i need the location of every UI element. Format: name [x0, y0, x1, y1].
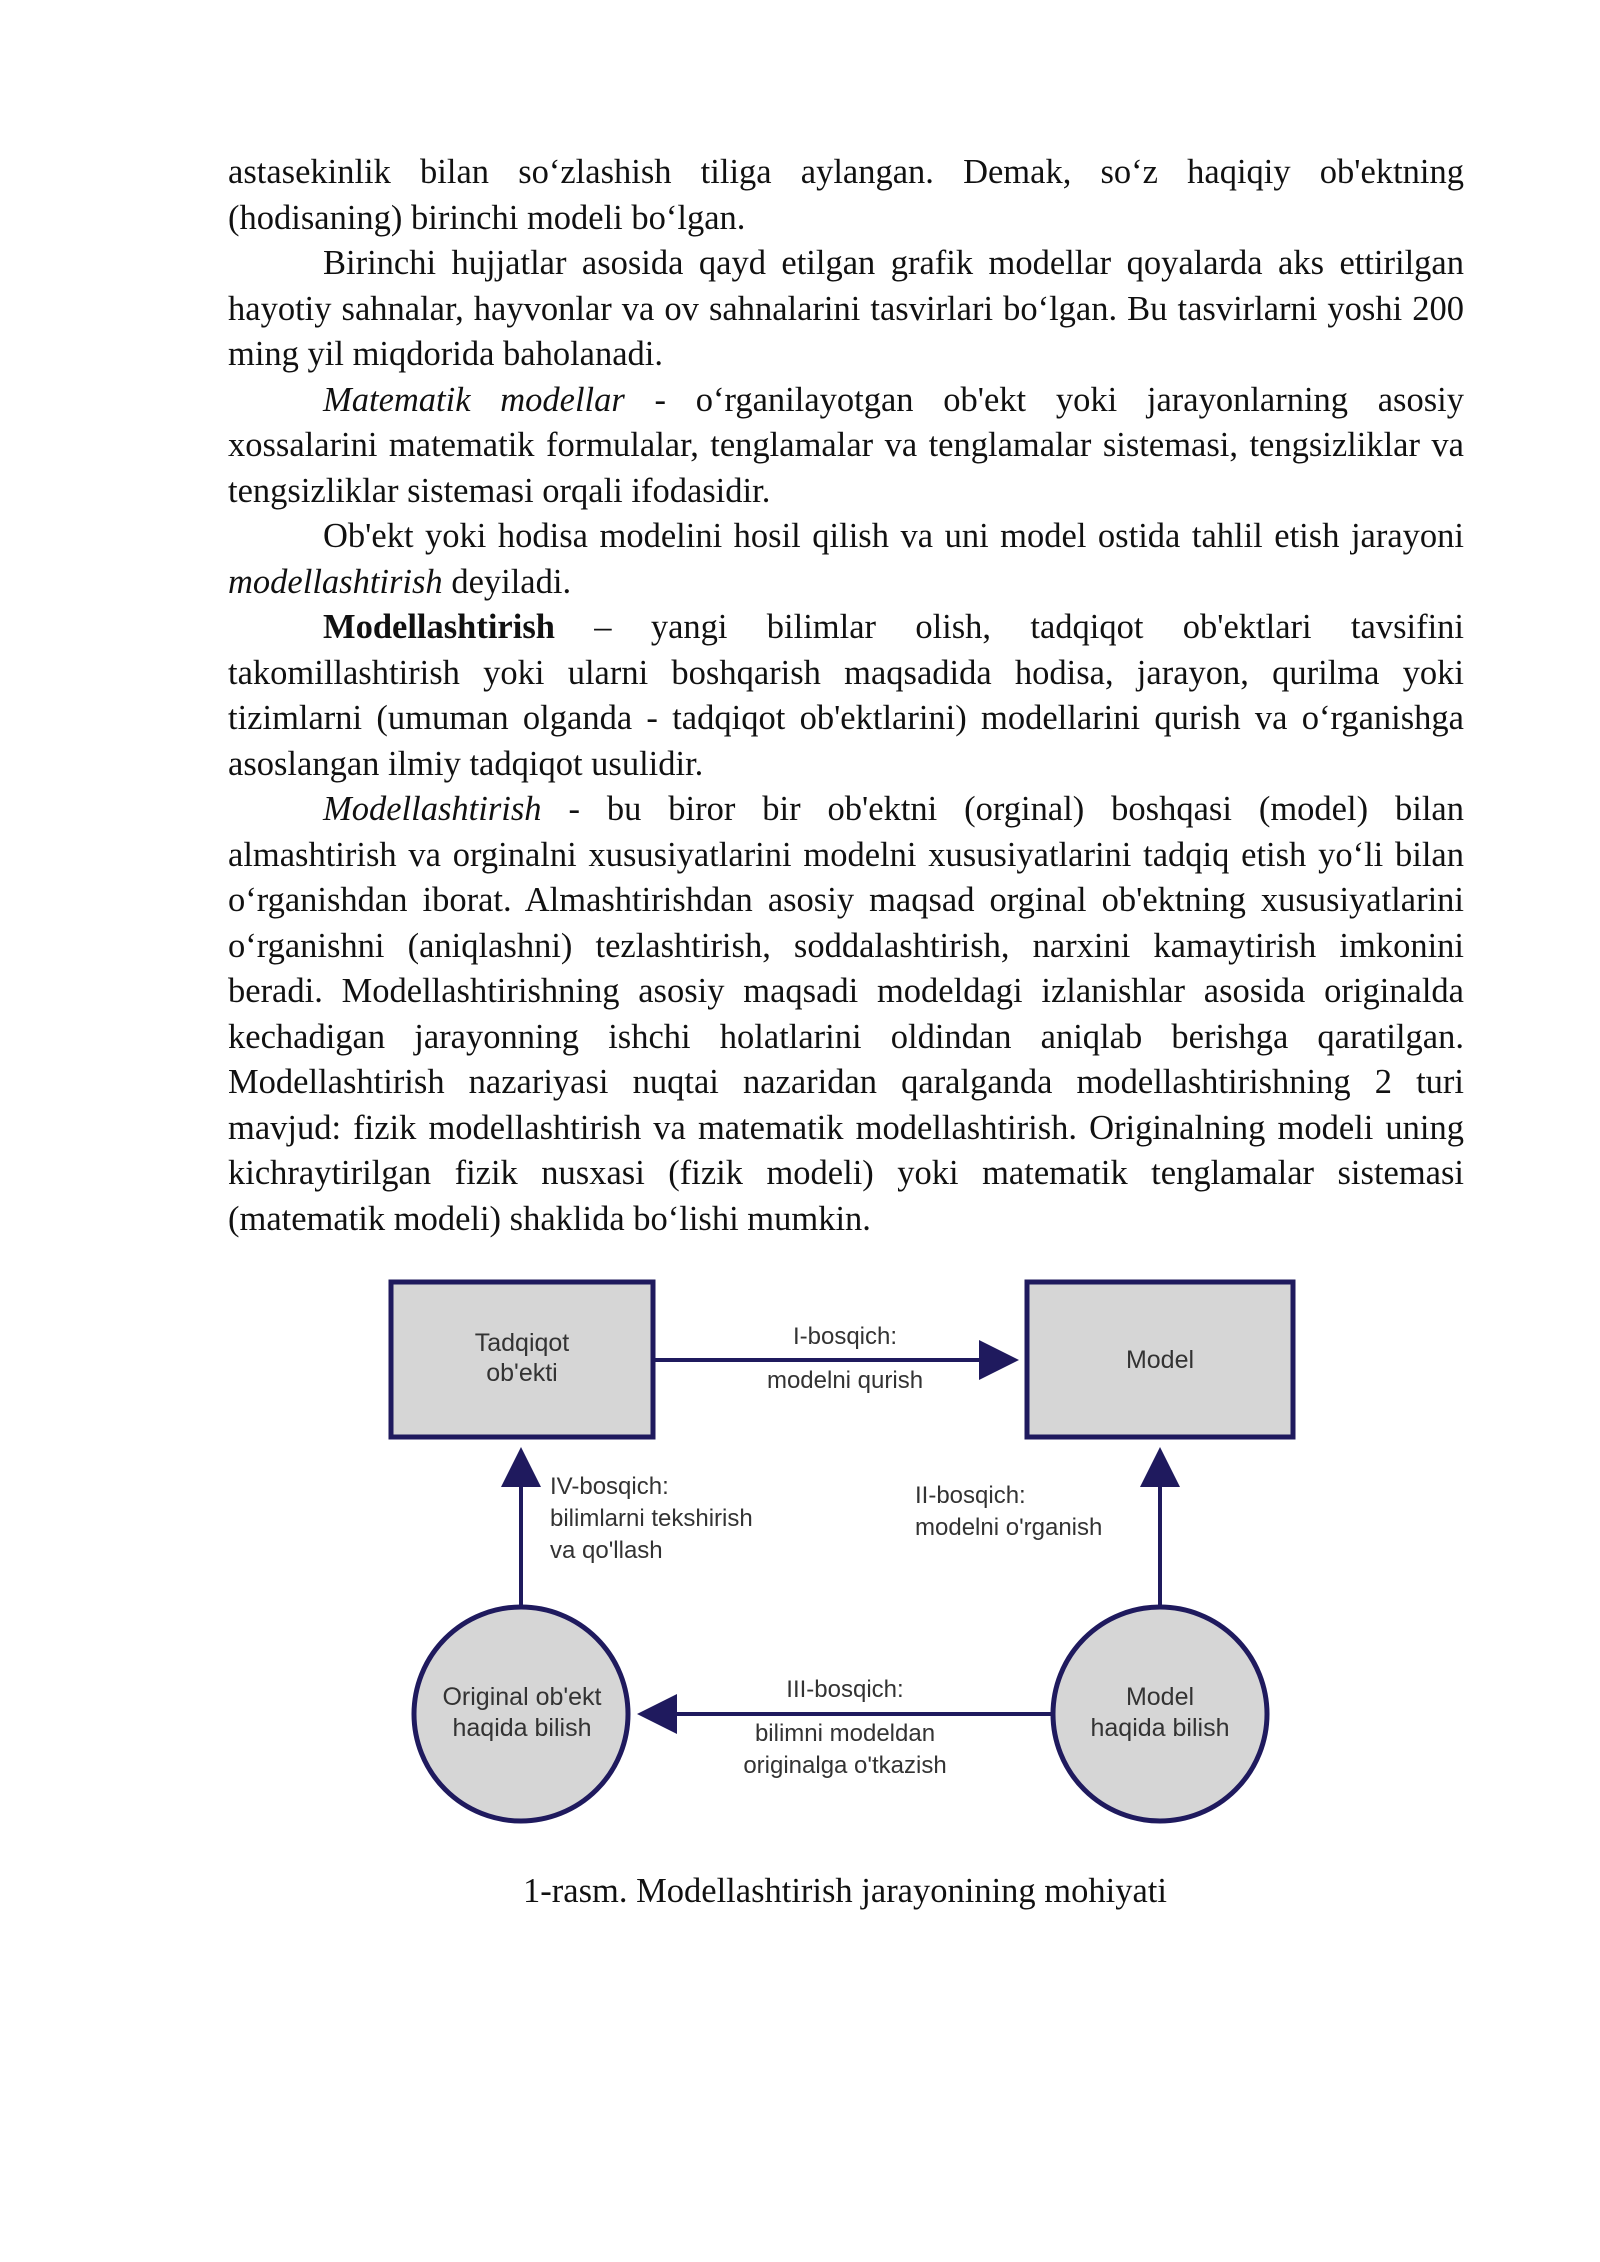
paragraph-6-text: - bu biror bir ob'ektni (orginal) boshqasi (model) bilan almashtirish va orginalni xususiyatlarini modelni xususiyatlarini tadqiq etish yo‘li bilan o‘rganishdan iborat. Almashtirishdan asosiy maqsad orginal ob'ektning xususiyatlarini o‘rganishni (aniqlashni) tezlashtirish, soddalashtirish, narxini kamaytirish imkonini beradi. Modellashtirishning asosiy maqsadi modeldagi izlanishlar asosida originalda kechadigan jarayonning ishchi holatlarini oldindan aniqlab berishga qaratilgan. Modellashtirish nazariyasi nuqtai nazaridan qaralganda modellashtirishning 2 turi mavjud: fizik modellashtirish va matematik modellashtirish. Originalning modeli uning kichraytirilgan fizik nusxasi (fizik modeli) yoki matematik tenglamalar sistemasi (matematik modeli) shaklida bo‘lishi mumkin. [228, 790, 1464, 1238]
term-modellashtirish-bold: Modellashtirish [323, 608, 555, 646]
box-research-object-line1: Tadqiqot [474, 1329, 570, 1357]
stage-3-desc-line2: originalga o'tkazish [743, 1752, 947, 1779]
paragraph-3 [228, 378, 1464, 515]
term-modellashtirish-definition: Modellashtirish [323, 790, 542, 828]
box-model-label: Model [1125, 1346, 1195, 1374]
stage-2-desc: modelni o'rganish [915, 1514, 1103, 1541]
stage-1-title: I-bosqich: [792, 1323, 898, 1350]
circle-model-line1: Model [1125, 1683, 1195, 1711]
paragraph-6 [228, 787, 1464, 1242]
stage-1-desc: modelni qurish [766, 1367, 924, 1394]
box-research-object-line2: ob'ekti [486, 1359, 558, 1387]
document-body [228, 150, 1464, 1242]
diagram-svg [385, 1277, 1305, 1842]
paragraph-1 [228, 150, 1464, 241]
modelling-process-diagram [385, 1277, 1305, 1842]
stage-4-title: IV-bosqich: [550, 1473, 669, 1500]
stage-3-title: III-bosqich: [786, 1676, 904, 1703]
stage-2-title: II-bosqich: [915, 1482, 1026, 1509]
paragraph-2-text: Birinchi hujjatlar asosida qayd etilgan grafik modellar qoyalarda aks ettirilgan hayotiy sahnalar, hayvonlar va ov sahnalarini tasvirlari bo‘lgan. Bu tasvirlarni yoshi 200 ming yil miqdorida baholanadi. [228, 244, 1464, 373]
paragraph-4-text-a: Ob'ekt yoki hodisa modelini hosil qilish va uni model ostida tahlil etish jarayoni [323, 517, 1464, 555]
term-matematik-modellar: Matematik modellar [323, 380, 625, 419]
circle-original-line1: Original ob'ekt [442, 1683, 602, 1711]
paragraph-5-text: – yangi bilimlar olish, tadqiqot ob'ektlari tavsifini takomillashtirish yoki ularni boshqarish maqsadida hodisa, jarayon, qurilma yoki tizimlarni (umuman olganda - tadqiqot ob'ektlarini) modellarini qurish va o‘rganishga asoslangan ilmiy tadqiqot usulidir. [228, 608, 1464, 783]
circle-model-line2: haqida bilish [1090, 1714, 1230, 1742]
stage-3-desc-line1: bilimni modeldan [754, 1720, 936, 1747]
stage-4-desc-line1: bilimlarni tekshirish [550, 1505, 753, 1532]
figure-caption: 1-rasm. Modellashtirish jarayonining mohiyati [523, 1872, 1167, 1910]
term-modellashtirish-italic: modellashtirish [228, 562, 443, 601]
circle-original-line2: haqida bilish [452, 1714, 592, 1742]
paragraph-3-text: - o‘rganilayotgan ob'ekt yoki jarayonlarning asosiy xossalarini matematik formulalar, tenglamalar va tenglamalar sistemasi, tengsizliklar va tengsizliklar sistemasi orqali ifodasidir. [228, 380, 1464, 510]
paragraph-2 [228, 241, 1464, 378]
paragraph-1-text: astasekinlik bilan so‘zlashish tiliga aylangan. Demak, so‘z haqiqiy ob'ektning (hodisaning) birinchi modeli bo‘lgan. [228, 153, 1464, 237]
stage-4-desc-line2: va qo'llash [550, 1537, 663, 1564]
paragraph-4 [228, 514, 1464, 605]
paragraph-4-text-b: deyiladi. [442, 562, 572, 601]
paragraph-5 [228, 605, 1464, 787]
